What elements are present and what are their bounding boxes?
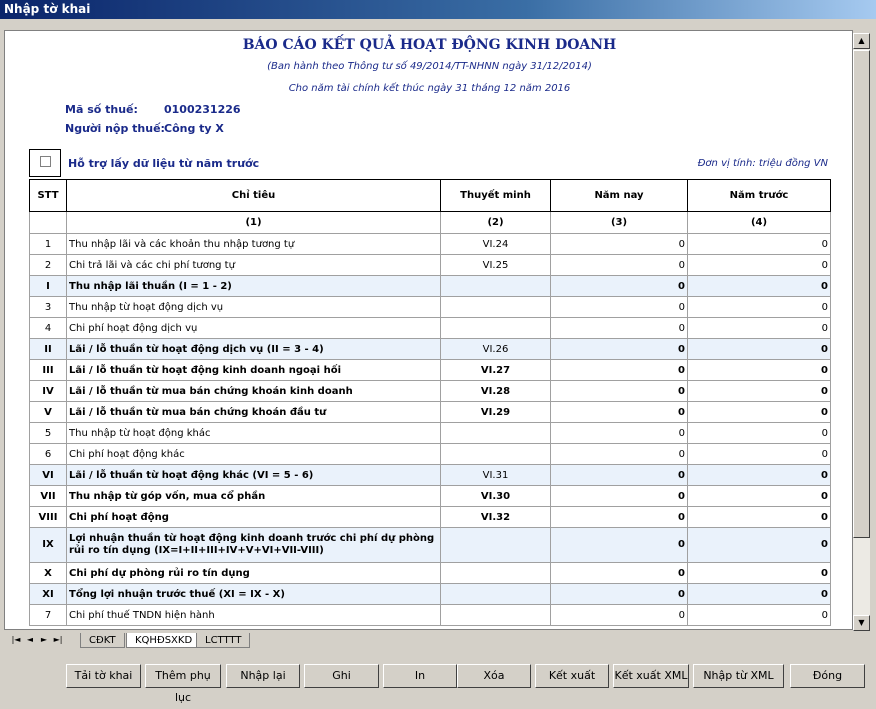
export-button[interactable]: Kết xuất bbox=[535, 664, 609, 688]
row-label: Lãi / lỗ thuần từ hoạt động khác (VI = 5 - 6) bbox=[67, 465, 441, 486]
previous-year-cell[interactable]: 0 bbox=[688, 255, 831, 276]
current-year-cell[interactable]: 0 bbox=[551, 444, 688, 465]
current-year-cell[interactable]: 0 bbox=[551, 360, 688, 381]
row-stt: VII bbox=[30, 486, 67, 507]
col-number: (1) bbox=[67, 212, 441, 234]
next-sheet-icon[interactable]: ► bbox=[40, 635, 48, 644]
report-table bbox=[29, 179, 831, 626]
current-year-cell[interactable]: 0 bbox=[551, 297, 688, 318]
last-sheet-icon[interactable]: ►| bbox=[53, 635, 63, 644]
row-note bbox=[441, 318, 551, 339]
table-row bbox=[30, 584, 831, 605]
row-note bbox=[441, 444, 551, 465]
save-button[interactable]: Ghi bbox=[304, 664, 379, 688]
col-number: (2) bbox=[441, 212, 551, 234]
report-subtitle-period: Cho năm tài chính kết thúc ngày 31 tháng 12 năm 2016 bbox=[288, 83, 571, 94]
tab-cdkt[interactable]: CĐKT bbox=[80, 633, 125, 648]
col-number: (3) bbox=[551, 212, 688, 234]
current-year-cell[interactable]: 0 bbox=[551, 605, 688, 626]
previous-year-cell[interactable]: 0 bbox=[688, 360, 831, 381]
row-label: Lãi / lỗ thuần từ hoạt động dịch vụ (II = 3 - 4) bbox=[67, 339, 441, 360]
row-note: VI.30 bbox=[441, 486, 551, 507]
table-row bbox=[30, 339, 831, 360]
prev-sheet-icon[interactable]: ◄ bbox=[26, 635, 34, 644]
row-note bbox=[441, 605, 551, 626]
row-stt: I bbox=[30, 276, 67, 297]
previous-year-cell[interactable]: 0 bbox=[688, 423, 831, 444]
row-note bbox=[441, 528, 551, 563]
row-note bbox=[441, 297, 551, 318]
row-stt: X bbox=[30, 563, 67, 584]
current-year-cell[interactable]: 0 bbox=[551, 486, 688, 507]
row-label: Thu nhập từ hoạt động dịch vụ bbox=[67, 297, 441, 318]
current-year-cell[interactable]: 0 bbox=[551, 234, 688, 255]
current-year-cell: 0 bbox=[551, 528, 688, 563]
previous-year-cell[interactable]: 0 bbox=[688, 563, 831, 584]
row-label: Chi phí thuế TNDN hiện hành bbox=[67, 605, 441, 626]
row-stt: 1 bbox=[30, 234, 67, 255]
report-subtitle-circular: (Ban hành theo Thông tư số 49/2014/TT-NHNN ngày 31/12/2014) bbox=[267, 61, 592, 72]
report-title: BÁO CÁO KẾT QUẢ HOẠT ĐỘNG KINH DOANH bbox=[242, 37, 617, 53]
previous-year-cell: 0 bbox=[688, 465, 831, 486]
previous-year-cell[interactable]: 0 bbox=[688, 318, 831, 339]
row-stt: 7 bbox=[30, 605, 67, 626]
current-year-cell[interactable]: 0 bbox=[551, 423, 688, 444]
table-row bbox=[30, 486, 831, 507]
header-stt: STT bbox=[30, 180, 67, 212]
current-year-cell: 0 bbox=[551, 339, 688, 360]
row-label: Chi phí hoạt động khác bbox=[67, 444, 441, 465]
table-row bbox=[30, 381, 831, 402]
tab-kqhdsxkd[interactable]: KQHĐSXKD bbox=[126, 633, 201, 648]
first-sheet-icon[interactable]: |◄ bbox=[11, 635, 21, 644]
table-row bbox=[30, 276, 831, 297]
row-label: Thu nhập từ hoạt động khác bbox=[67, 423, 441, 444]
prior-year-checkbox-cell bbox=[29, 149, 61, 177]
row-note: VI.28 bbox=[441, 381, 551, 402]
load-button[interactable]: Tải tờ khai bbox=[66, 664, 141, 688]
table-row bbox=[30, 360, 831, 381]
row-stt: II bbox=[30, 339, 67, 360]
row-note bbox=[441, 584, 551, 605]
row-label: Lãi / lỗ thuần từ hoạt động kinh doanh ngoại hối bbox=[67, 360, 441, 381]
current-year-cell[interactable]: 0 bbox=[551, 507, 688, 528]
previous-year-cell: 0 bbox=[688, 528, 831, 563]
print-button[interactable]: In bbox=[383, 664, 457, 688]
previous-year-cell: 0 bbox=[688, 339, 831, 360]
row-stt: IX bbox=[30, 528, 67, 563]
unit-label: Đơn vị tính: triệu đồng VN bbox=[697, 158, 828, 169]
export-xml-button[interactable]: Kết xuất XML bbox=[613, 664, 689, 688]
prior-year-checkbox-label: Hỗ trợ lấy dữ liệu từ năm trước bbox=[68, 157, 260, 170]
current-year-cell[interactable]: 0 bbox=[551, 318, 688, 339]
previous-year-cell[interactable]: 0 bbox=[688, 297, 831, 318]
row-note bbox=[441, 423, 551, 444]
row-note: VI.32 bbox=[441, 507, 551, 528]
reenter-button[interactable]: Nhập lại bbox=[226, 664, 300, 688]
row-label: Thu nhập lãi và các khoản thu nhập tương tự bbox=[67, 234, 441, 255]
delete-button[interactable]: Xóa bbox=[457, 664, 531, 688]
table-row bbox=[30, 563, 831, 584]
import-xml-button[interactable]: Nhập từ XML bbox=[693, 664, 784, 688]
action-toolbar bbox=[0, 664, 876, 704]
row-label: Lãi / lỗ thuần từ mua bán chứng khoán đầu tư bbox=[67, 402, 441, 423]
scroll-thumb[interactable] bbox=[853, 50, 870, 538]
window-title: Nhập tờ khai bbox=[0, 0, 876, 19]
current-year-cell: 0 bbox=[551, 276, 688, 297]
row-note: VI.25 bbox=[441, 255, 551, 276]
tax-code-label: Mã số thuế: bbox=[65, 103, 138, 116]
header-previous-year: Năm trước bbox=[688, 180, 831, 212]
table-row bbox=[30, 444, 831, 465]
previous-year-cell[interactable]: 0 bbox=[688, 381, 831, 402]
previous-year-cell[interactable]: 0 bbox=[688, 402, 831, 423]
current-year-cell[interactable]: 0 bbox=[551, 381, 688, 402]
previous-year-cell[interactable]: 0 bbox=[688, 605, 831, 626]
header-indicator: Chỉ tiêu bbox=[67, 180, 441, 212]
row-label: Thu nhập từ góp vốn, mua cổ phần bbox=[67, 486, 441, 507]
row-label: Lợi nhuận thuần từ hoạt động kinh doanh trước chi phí dự phòng rủi ro tín dụng (IX=I+II+III+IV+V+VI+VII-VIII) bbox=[67, 528, 441, 563]
current-year-cell[interactable]: 0 bbox=[551, 402, 688, 423]
row-note: VI.26 bbox=[441, 339, 551, 360]
row-stt: 5 bbox=[30, 423, 67, 444]
row-stt: 2 bbox=[30, 255, 67, 276]
row-stt: XI bbox=[30, 584, 67, 605]
row-stt: 4 bbox=[30, 318, 67, 339]
current-year-cell[interactable]: 0 bbox=[551, 255, 688, 276]
header-note: Thuyết minh bbox=[441, 180, 551, 212]
row-label: Chi phí hoạt động bbox=[67, 507, 441, 528]
taxpayer-row bbox=[65, 122, 224, 135]
tab-lctttt[interactable]: LCTTTT bbox=[196, 633, 250, 648]
table-row bbox=[30, 507, 831, 528]
table-row bbox=[30, 528, 831, 563]
table-row bbox=[30, 605, 831, 626]
row-stt: VI bbox=[30, 465, 67, 486]
scroll-down-icon[interactable]: ▼ bbox=[853, 615, 870, 631]
close-button[interactable]: Đóng bbox=[790, 664, 865, 688]
previous-year-cell: 0 bbox=[688, 584, 831, 605]
add-appendix-button[interactable]: Thêm phụ lục bbox=[145, 664, 221, 688]
previous-year-cell: 0 bbox=[688, 276, 831, 297]
taxpayer-value: Công ty X bbox=[164, 122, 224, 135]
table-row bbox=[30, 402, 831, 423]
row-note bbox=[441, 563, 551, 584]
tax-code-value: 0100231226 bbox=[164, 103, 241, 116]
row-label: Chi phí dự phòng rủi ro tín dụng bbox=[67, 563, 441, 584]
row-stt: VIII bbox=[30, 507, 67, 528]
tax-code-row bbox=[65, 103, 241, 116]
table-row bbox=[30, 234, 831, 255]
row-label: Chi phí hoạt động dịch vụ bbox=[67, 318, 441, 339]
table-row bbox=[30, 297, 831, 318]
row-stt: III bbox=[30, 360, 67, 381]
vertical-scrollbar[interactable] bbox=[853, 33, 870, 631]
prior-year-checkbox[interactable] bbox=[40, 156, 51, 167]
previous-year-cell[interactable]: 0 bbox=[688, 486, 831, 507]
row-label: Chi trả lãi và các chi phí tương tự bbox=[67, 255, 441, 276]
scroll-up-icon[interactable]: ▲ bbox=[853, 33, 870, 49]
previous-year-cell[interactable]: 0 bbox=[688, 507, 831, 528]
current-year-cell: 0 bbox=[551, 584, 688, 605]
row-stt: V bbox=[30, 402, 67, 423]
row-stt: IV bbox=[30, 381, 67, 402]
table-row bbox=[30, 465, 831, 486]
row-label: Thu nhập lãi thuần (I = 1 - 2) bbox=[67, 276, 441, 297]
table-row bbox=[30, 255, 831, 276]
table-row bbox=[30, 423, 831, 444]
current-year-cell[interactable]: 0 bbox=[551, 563, 688, 584]
row-note: VI.31 bbox=[441, 465, 551, 486]
row-label: Tổng lợi nhuận trước thuế (XI = IX - X) bbox=[67, 584, 441, 605]
header-current-year: Năm nay bbox=[551, 180, 688, 212]
report-frame bbox=[4, 30, 853, 630]
col-number: (4) bbox=[688, 212, 831, 234]
previous-year-cell[interactable]: 0 bbox=[688, 234, 831, 255]
row-note: VI.29 bbox=[441, 402, 551, 423]
table-row bbox=[30, 318, 831, 339]
row-stt: 6 bbox=[30, 444, 67, 465]
current-year-cell: 0 bbox=[551, 465, 688, 486]
col-number-blank bbox=[30, 212, 67, 234]
row-note bbox=[441, 276, 551, 297]
row-label: Lãi / lỗ thuần từ mua bán chứng khoán kinh doanh bbox=[67, 381, 441, 402]
row-note: VI.24 bbox=[441, 234, 551, 255]
previous-year-cell[interactable]: 0 bbox=[688, 444, 831, 465]
row-note: VI.27 bbox=[441, 360, 551, 381]
row-stt: 3 bbox=[30, 297, 67, 318]
taxpayer-label: Người nộp thuế: bbox=[65, 122, 165, 135]
